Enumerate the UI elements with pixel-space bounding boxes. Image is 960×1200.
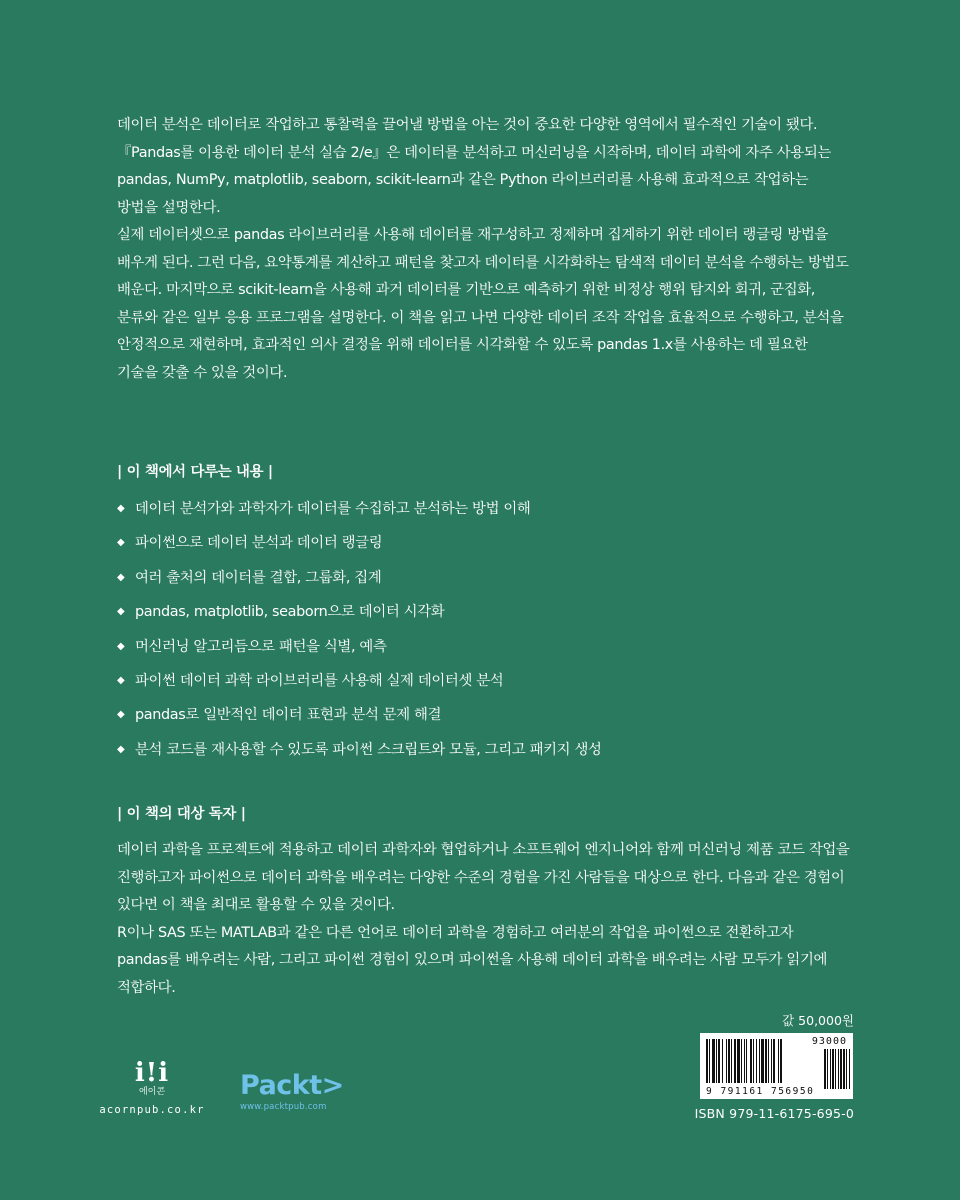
topics-list: [117, 496, 852, 771]
diamond-bullet-icon: ◆: [117, 709, 125, 721]
barcode-bar: [773, 1039, 775, 1083]
diamond-bullet-icon: ◆: [117, 640, 125, 652]
barcode-addon-bar: [840, 1049, 842, 1089]
barcode-addon-bar: [838, 1049, 839, 1089]
barcode-bar: [780, 1039, 782, 1083]
barcode-bar: [750, 1039, 752, 1083]
list-item: ◆ 분석 코드를 재사용할 수 있도록 파이썬 스크립트와 모듈, 그리고 패키지 생성: [117, 737, 852, 771]
barcode-bar: [759, 1039, 760, 1083]
barcode-bar: [718, 1039, 720, 1083]
barcode-bar: [712, 1039, 715, 1083]
barcode-bar: [746, 1039, 747, 1083]
acorn-url: acornpub.co.kr: [99, 1104, 205, 1116]
diamond-bullet-icon: ◆: [117, 571, 125, 583]
barcode-bar: [753, 1039, 754, 1083]
barcode-bar: [778, 1039, 779, 1083]
barcode-bar: [744, 1039, 745, 1083]
barcode-addon-bar: [830, 1049, 831, 1089]
isbn-barcode: [700, 1033, 853, 1099]
packt-logo-icon: Packt>: [240, 1070, 344, 1101]
intro-paragraph-1: 데이터 분석은 데이터로 작업하고 통찰력을 끌어낼 방법을 아는 것이 중요한 다양한 영역에서 필수적인 기술이 됐다. 『Pandas를 이용한 데이터 분석 실습 2/e』은 데이터를 분석하고 머신러닝을 시작하며, 데이터 과학에 자주 사용되는 pandas, NumPy, matplotlib, seaborn, scikit-learn과 같은 Python 라이브러리를 사용해 효과적으로 작업하는 방법을 설명한다.: [117, 117, 831, 216]
intro-paragraph-2: 실제 데이터셋으로 pandas 라이브러리를 사용해 데이터를 재구성하고 정제하며 집계하기 위한 데이터 랭글링 방법을 배우게 된다. 그런 다음, 요약통계를 계산하고 패턴을 찾고자 데이터를 시각화하는 탐색적 데이터 분석을 수행하는 방법도 배운다. 마지막으로 scikit-learn을 사용해 과거 데이터를 기반으로 예측하기 위한 비정상 행위 탐지와 회귀, 군집화, 분류와 같은 일부 응용 프로그램을 설명한다. 이 책을 읽고 나면 다양한 데이터 조작 작업을 효율적으로 수행하고, 분석을 안정적으로 재현하며, 효과적인 의사 결정을 위해 데이터를 시각화할 수 있도록 pandas 1.x를 사용하는 데 필요한 기술을 갖출 수 있을 것이다.: [117, 227, 849, 381]
barcode-addon-bar: [835, 1049, 836, 1089]
barcode-addon-bar: [824, 1049, 826, 1089]
barcode-addon-bar: [849, 1049, 850, 1089]
acorn-logo: [92, 1060, 212, 1116]
diamond-bullet-icon: ◆: [117, 674, 125, 686]
acorn-name: 에이콘: [138, 1087, 166, 1097]
barcode-bar: [768, 1039, 769, 1083]
audience-heading: | 이 책의 대상 독자 |: [117, 806, 246, 822]
list-item: ◆ pandas로 일반적인 데이터 표현과 분석 문제 해결: [117, 702, 852, 736]
acorn-mark-icon: i!i: [134, 1058, 170, 1088]
barcode-bar: [716, 1039, 717, 1083]
list-item: ◆ 파이썬 데이터 과학 라이브러리를 사용해 실제 데이터셋 분석: [117, 668, 852, 702]
barcode-bar: [771, 1039, 772, 1083]
barcode-bar: [756, 1039, 757, 1083]
barcode-bar: [741, 1039, 742, 1083]
diamond-bullet-icon: ◆: [117, 537, 125, 549]
barcode-bar: [722, 1039, 723, 1083]
barcode-bar: [728, 1039, 730, 1083]
isbn-text: ISBN 979-11-6175-695-0: [694, 1106, 854, 1121]
barcode-bar: [706, 1039, 708, 1083]
topics-heading: | 이 책에서 다루는 내용 |: [117, 464, 273, 480]
barcode-number: 9 791161 756950: [706, 1086, 815, 1097]
audience-paragraph-2: R이나 SAS 또는 MATLAB과 같은 다른 언어로 데이터 과학을 경험하고 여러분의 작업을 파이썬으로 전환하고자 pandas를 배우려는 사람, 그리고 파이썬 경험이 있으며 파이썬을 사용해 데이터 과학을 배우려는 사람 모두가 읽기에 적합하다.: [117, 924, 828, 996]
barcode-bar: [731, 1039, 732, 1083]
barcode-bar: [734, 1039, 736, 1083]
audience-paragraph-1: 데이터 과학을 프로젝트에 적용하고 데이터 과학자와 협업하거나 소프트웨어 엔지니어와 함께 머신러닝 제품 코드 작업을 진행하고자 파이썬으로 데이터 과학을 배우려는 다양한 수준의 경험을 가진 사람들을 대상으로 한다. 다음과 같은 경험이 있다면 이 책을 최대로 활용할 수 있을 것이다.: [117, 842, 850, 913]
barcode-addon-bar: [827, 1049, 828, 1089]
packt-url: www.packtpub.com: [240, 1102, 327, 1112]
audience-section: [117, 837, 852, 1002]
barcode-addon-bar: [843, 1049, 845, 1089]
list-item: ◆ 여러 출처의 데이터를 결합, 그룹화, 집계: [117, 565, 852, 599]
list-item: ◆ 파이썬으로 데이터 분석과 데이터 랭글링: [117, 530, 852, 564]
barcode-bar: [737, 1039, 740, 1083]
price-label: 값 50,000원: [782, 1013, 854, 1028]
barcode-bar: [765, 1039, 767, 1083]
packt-logo: [240, 1071, 344, 1112]
barcode-addon-number: 93000: [811, 1036, 847, 1047]
list-item: ◆ 머신러닝 알고리듬으로 패턴을 식별, 예측: [117, 634, 852, 668]
diamond-bullet-icon: ◆: [117, 743, 125, 755]
barcode-bar: [709, 1039, 710, 1083]
list-item: ◆ pandas, matplotlib, seaborn으로 데이터 시각화: [117, 599, 852, 633]
diamond-bullet-icon: ◆: [117, 503, 125, 514]
barcode-bar: [726, 1039, 727, 1083]
list-item: ◆ 데이터 분석가와 과학자가 데이터를 수집하고 분석하는 방법 이해: [117, 496, 852, 530]
diamond-bullet-icon: ◆: [117, 606, 125, 618]
barcode-addon-bar: [846, 1049, 847, 1089]
intro-section: [117, 112, 852, 387]
barcode-addon-bar: [832, 1049, 834, 1089]
barcode-bar: [761, 1039, 764, 1083]
